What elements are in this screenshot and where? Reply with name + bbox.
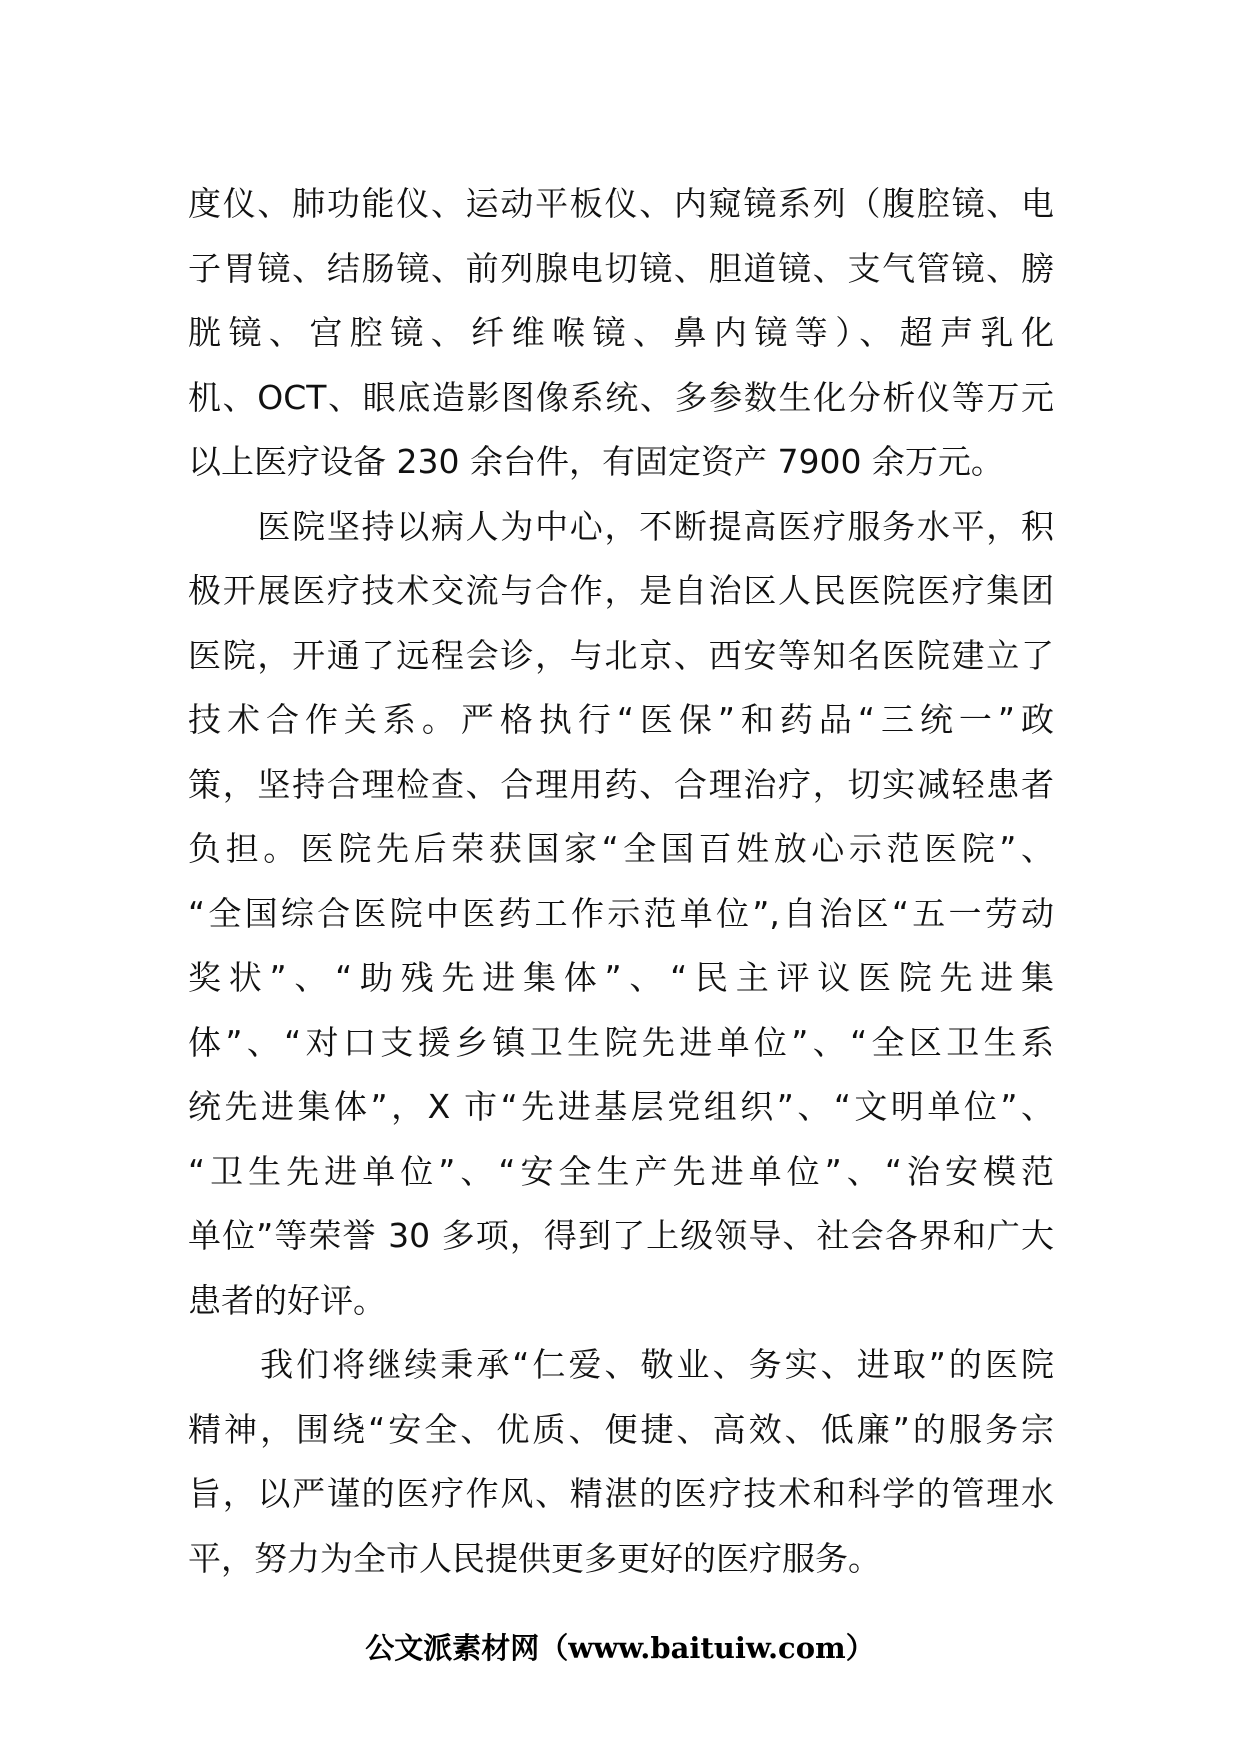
text-line: 机、OCT、眼底造影图像系统、多参数生化分析仪等万元: [188, 377, 1054, 417]
text-line: 体”、“对口支援乡镇卫生院先进单位”、“全区卫生系: [188, 1022, 1054, 1062]
text-line: 负担。医院先后荣获国家“全国百姓放心示范医院”、: [188, 829, 1054, 868]
text-line: 统先进集体”，X 市“先进基层党组织”、“文明单位”、: [188, 1087, 1054, 1126]
paragraph-equipment: [188, 172, 1054, 495]
text-line: 度仪、肺功能仪、运动平板仪、内窥镜系列（腹腔镜、电: [188, 184, 1054, 223]
text-line: 单位”等荣誉 30 多项，得到了上级领导、社会各界和广大: [188, 1216, 1054, 1255]
text-line: 医院坚持以病人为中心，不断提高医疗服务水平，积: [188, 506, 1054, 546]
paragraph-honors: [188, 495, 1054, 1334]
text-line: 患者的好评。: [188, 1280, 386, 1320]
text-line: 胱镜、宫腔镜、纤维喉镜、鼻内镜等）、超声乳化: [188, 313, 1054, 352]
text-line: 子胃镜、结肠镜、前列腺电切镜、胆道镜、支气管镜、膀: [188, 248, 1054, 288]
text-line: 精神，围绕“安全、优质、便捷、高效、低廉”的服务宗: [188, 1409, 1054, 1449]
text-line: 以上医疗设备 230 余台件，有固定资产 7900 余万元。: [188, 442, 1004, 481]
text-line: 医院，开通了远程会诊，与北京、西安等知名医院建立了: [188, 635, 1054, 675]
text-line: “全国综合医院中医药工作示范单位”,自治区“五一劳动: [188, 893, 1054, 933]
text-line: 策，坚持合理检查、合理用药、合理治疗，切实减轻患者: [188, 764, 1054, 804]
document-body: [188, 172, 1054, 1591]
text-line: 技术合作关系。严格执行“医保”和药品“三统一”政: [188, 700, 1054, 739]
text-line: 奖状”、“助残先进集体”、“民主评议医院先进集: [188, 958, 1054, 997]
paragraph-mission: [188, 1333, 1054, 1591]
text-line: 极开展医疗技术交流与合作，是自治区人民医院医疗集团: [188, 571, 1054, 610]
text-line: 平，努力为全市人民提供更多更好的医疗服务。: [188, 1538, 881, 1578]
footer-source-text: 公文派素材网（www.baituiw.com）: [365, 1631, 875, 1665]
text-line: 旨，以严谨的医疗作风、精湛的医疗技术和科学的管理水: [188, 1474, 1054, 1513]
text-line: “卫生先进单位”、“安全生产先进单位”、“治安模范: [188, 1151, 1054, 1191]
text-line: 我们将继续秉承“仁爱、敬业、务实、进取”的医院: [188, 1345, 1054, 1384]
